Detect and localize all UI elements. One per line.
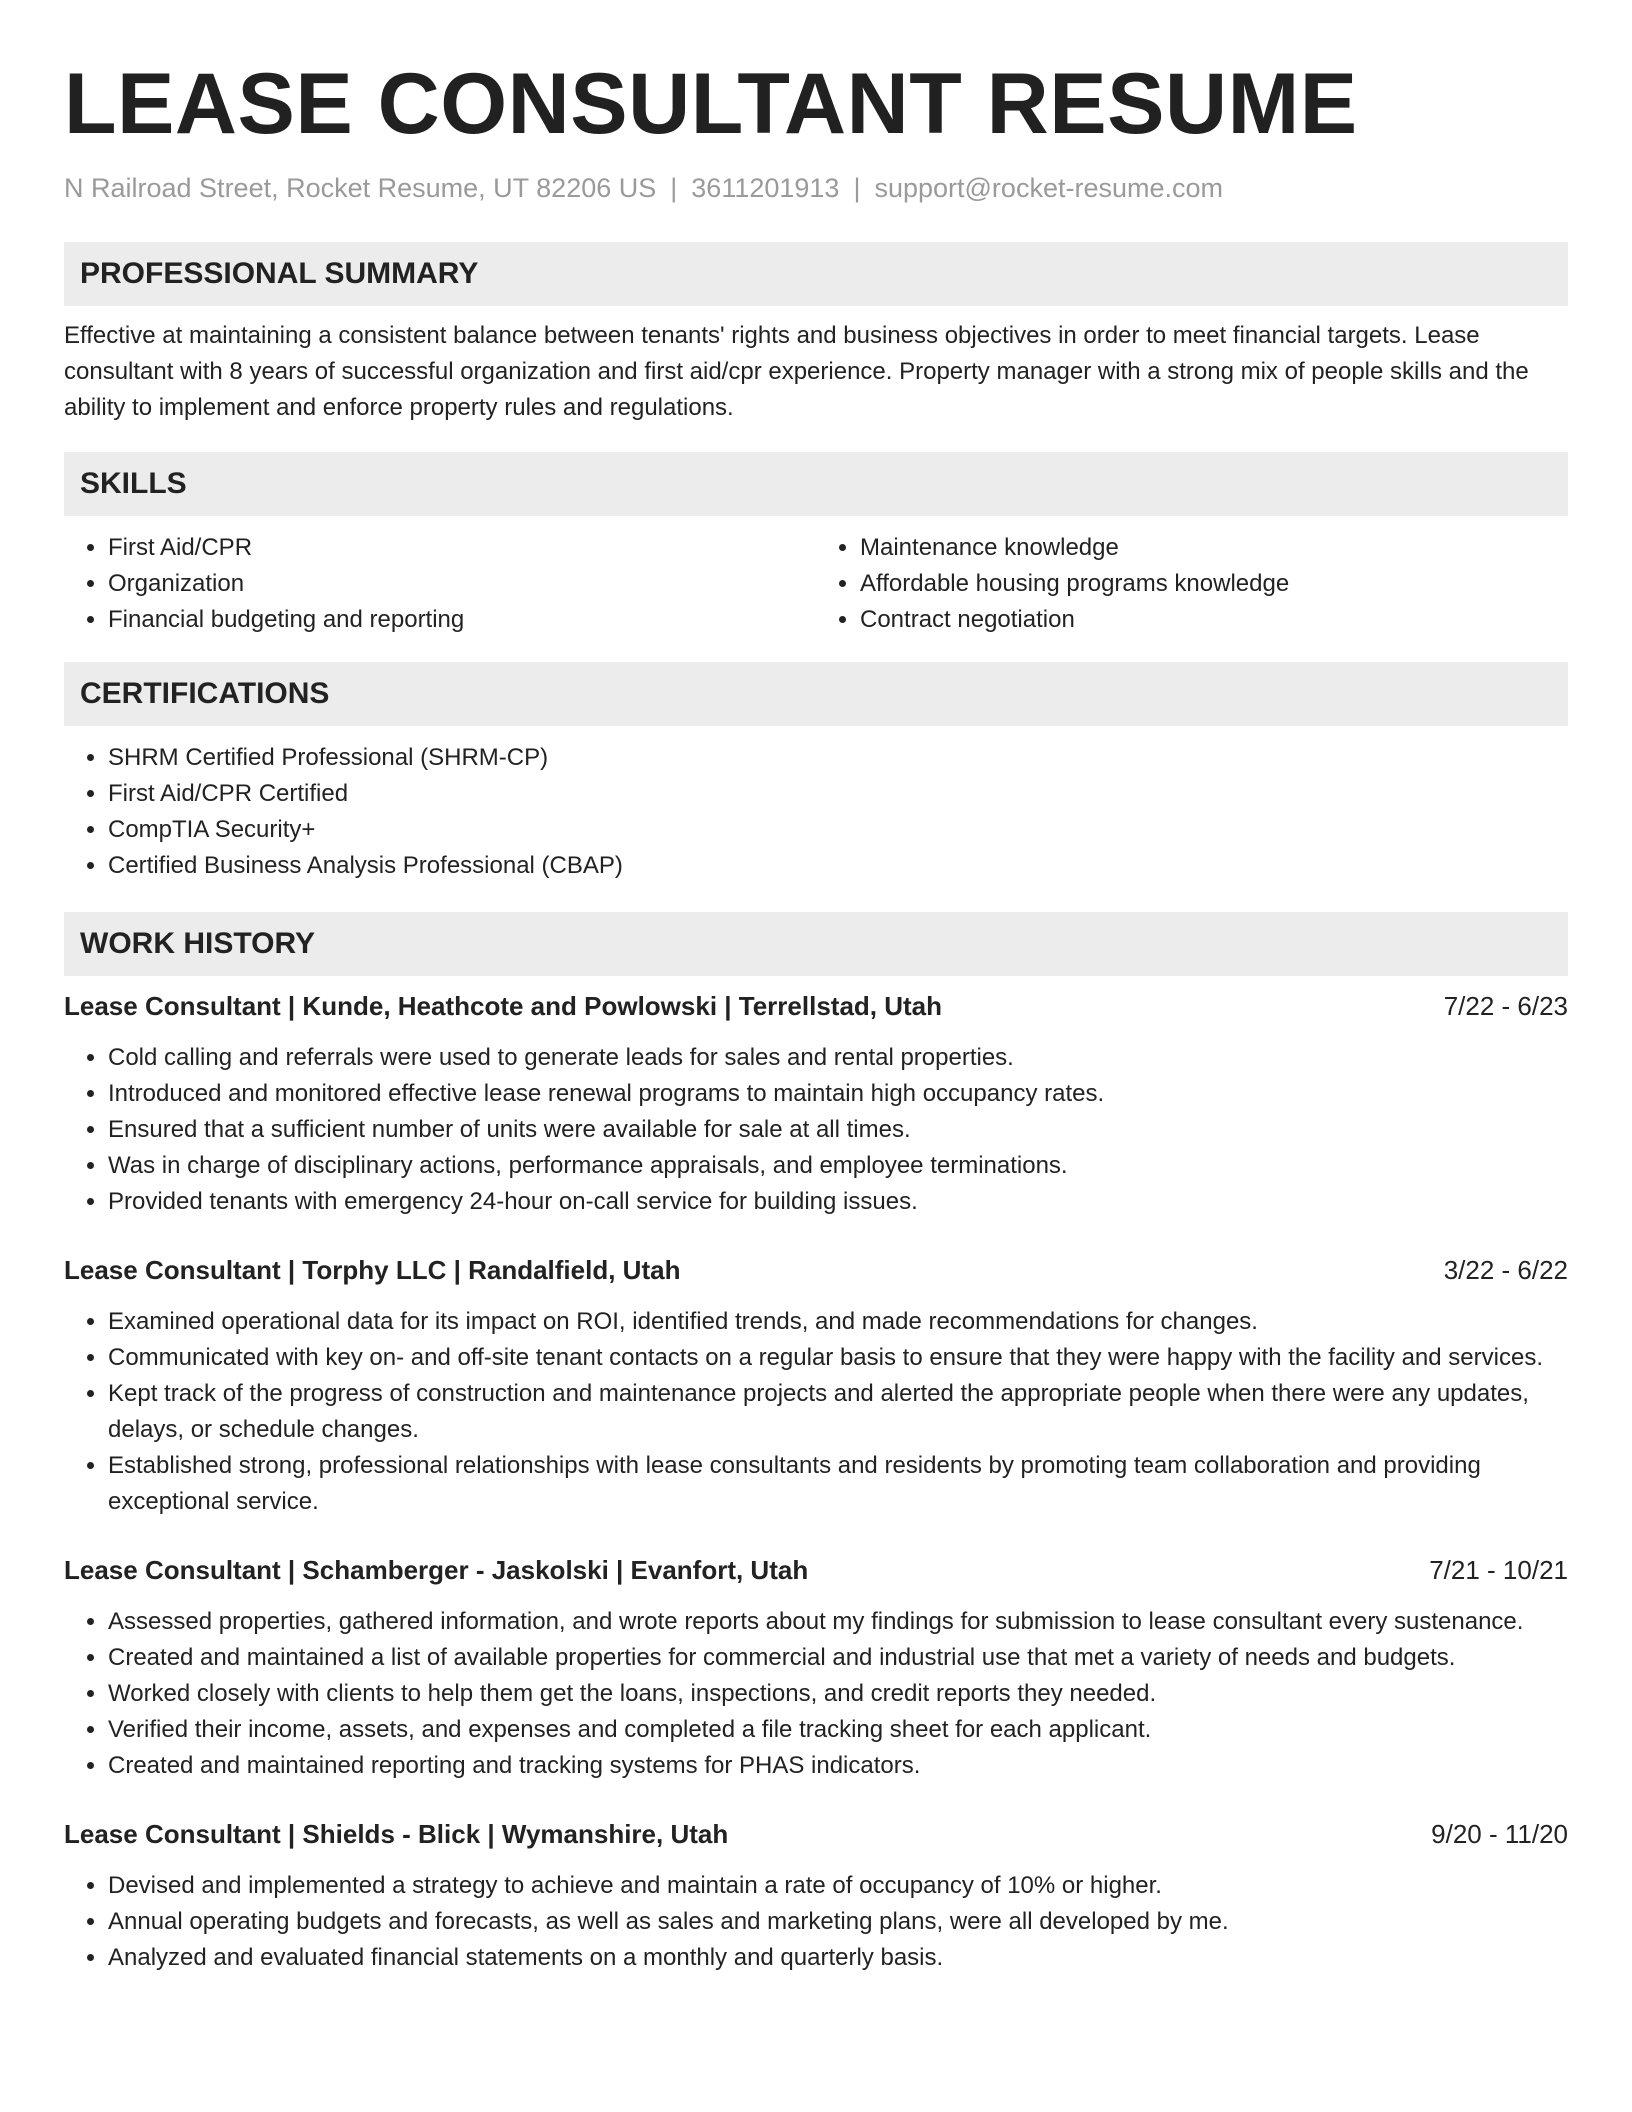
job-bullet: • Assessed properties, gathered information, and wrote reports about my findings for submission to lease consultant every sustenance. [108,1604,1568,1640]
job-bullet: • Kept track of the progress of construction and maintenance projects and alerted the appropriate people when there were any updates, delays, or schedule changes. [108,1376,1568,1448]
contact-phone: 3611201913 [691,173,840,203]
certification-item: • CompTIA Security+ [108,812,1568,848]
job-title: Lease Consultant | Kunde, Heathcote and Powlowski | Terrellstad, Utah [64,991,943,1021]
job-dates: 7/21 - 10/21 [1429,1555,1568,1585]
resume-title: LEASE CONSULTANT RESUME [64,56,1358,152]
work-history-heading: WORK HISTORY [64,912,1568,976]
job-dates: 7/22 - 6/23 [1443,991,1568,1021]
job-header [64,1252,1568,1288]
contact-separator: | [670,173,678,203]
contact-separator: | [853,173,861,203]
job-entry [64,1816,1568,1976]
job-bullet: • Communicated with key on- and off-site tenant contacts on a regular basis to ensure that they were happy with the facility and services. [108,1340,1568,1376]
certification-item: • SHRM Certified Professional (SHRM-CP) [108,740,1568,776]
job-title: Lease Consultant | Shields - Blick | Wymanshire, Utah [64,1819,729,1849]
certification-item: • Certified Business Analysis Professional (CBAP) [108,848,1568,884]
job-bullets [64,1868,1568,1976]
job-entry [64,988,1568,1220]
contact-line [64,170,1568,206]
skill-item: • Contract negotiation [860,602,1568,638]
summary-text: Effective at maintaining a consistent balance between tenants' rights and business objectives in order to meet financial targets. Lease consultant with 8 years of successful organization and first aid/cpr experience. Property manager with a strong mix of people skills and the ability to implement and enforce property rules and regulations. [64,322,1529,421]
skill-item: • Organization [108,566,816,602]
job-title: Lease Consultant | Schamberger - Jaskolski | Evanfort, Utah [64,1555,809,1585]
job-header [64,1552,1568,1588]
summary-heading: PROFESSIONAL SUMMARY [64,242,1568,306]
job-bullet: • Analyzed and evaluated financial statements on a monthly and quarterly basis. [108,1940,1568,1976]
certifications-list [64,740,1568,884]
certifications-heading: CERTIFICATIONS [64,662,1568,726]
certification-item: • First Aid/CPR Certified [108,776,1568,812]
contact-email[interactable]: support@rocket-resume.com [874,173,1223,203]
skills-right-column [816,530,1568,638]
job-bullets [64,1604,1568,1784]
skill-item: • Financial budgeting and reporting [108,602,816,638]
skill-item: • First Aid/CPR [108,530,816,566]
job-header [64,988,1568,1024]
job-bullet: • Worked closely with clients to help them get the loans, inspections, and credit reports they needed. [108,1676,1568,1712]
job-bullet: • Created and maintained reporting and tracking systems for PHAS indicators. [108,1748,1568,1784]
skills-list [64,530,1568,638]
job-entry [64,1252,1568,1520]
job-header [64,1816,1568,1852]
job-title: Lease Consultant | Torphy LLC | Randalfield, Utah [64,1255,681,1285]
job-dates: 9/20 - 11/20 [1431,1819,1568,1849]
job-bullet: • Devised and implemented a strategy to achieve and maintain a rate of occupancy of 10% or higher. [108,1868,1568,1904]
contact-address: N Railroad Street, Rocket Resume, UT 82206 US [64,173,657,203]
skills-heading: SKILLS [64,452,1568,516]
skills-left-column [64,530,816,638]
job-bullet: • Created and maintained a list of available properties for commercial and industrial use that met a variety of needs and budgets. [108,1640,1568,1676]
skill-item: • Affordable housing programs knowledge [860,566,1568,602]
job-bullet: • Was in charge of disciplinary actions, performance appraisals, and employee terminations. [108,1148,1568,1184]
job-bullet: • Examined operational data for its impact on ROI, identified trends, and made recommendations for changes. [108,1304,1568,1340]
job-bullet: • Cold calling and referrals were used to generate leads for sales and rental properties. [108,1040,1568,1076]
job-bullet: • Annual operating budgets and forecasts, as well as sales and marketing plans, were all developed by me. [108,1904,1568,1940]
skill-item: • Maintenance knowledge [860,530,1568,566]
job-bullet: • Established strong, professional relationships with lease consultants and residents by promoting team collaboration and providing exceptional service. [108,1448,1568,1520]
job-bullets [64,1304,1568,1520]
job-bullet: • Verified their income, assets, and expenses and completed a file tracking sheet for each applicant. [108,1712,1568,1748]
job-bullet: • Introduced and monitored effective lease renewal programs to maintain high occupancy rates. [108,1076,1568,1112]
job-dates: 3/22 - 6/22 [1443,1255,1568,1285]
job-bullet: • Ensured that a sufficient number of units were available for sale at all times. [108,1112,1568,1148]
job-entry [64,1552,1568,1784]
job-bullets [64,1040,1568,1220]
job-bullet: • Provided tenants with emergency 24-hour on-call service for building issues. [108,1184,1568,1220]
